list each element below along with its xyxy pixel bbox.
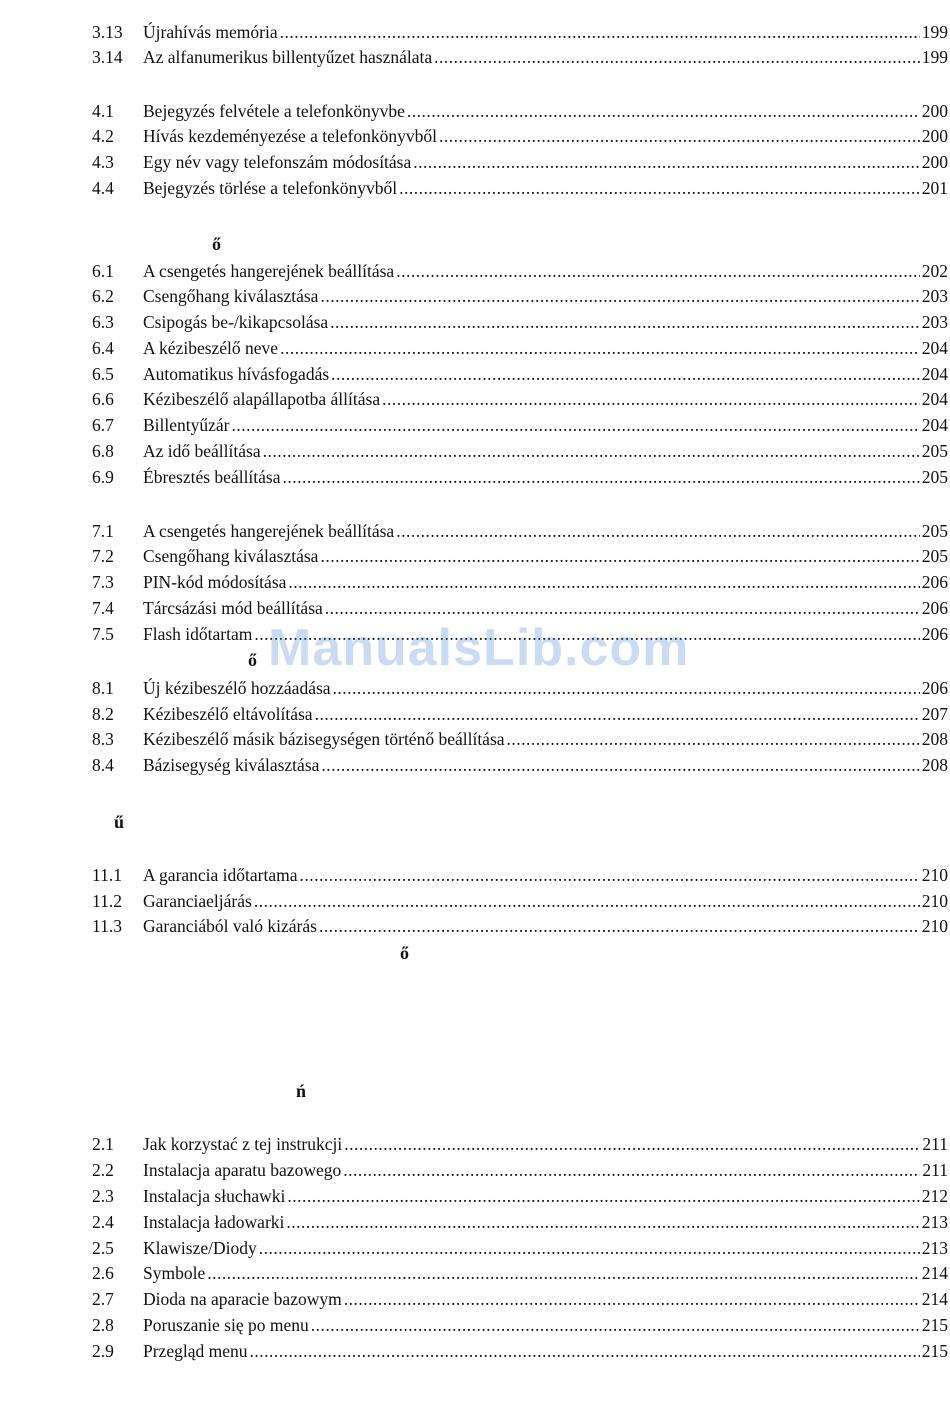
toc-entry[interactable] (92, 439, 948, 463)
toc-entry-page-number: 205 (921, 441, 948, 461)
section-heading-fragment: ő (212, 234, 221, 254)
toc-entry-number: 7.1 (92, 521, 114, 541)
toc-entry-page-number: 199 (921, 47, 948, 67)
toc-entry-title: Tárcsázási mód beállítása (143, 598, 323, 618)
toc-entry-number: 6.5 (92, 364, 114, 384)
toc-entry-number: 3.13 (92, 22, 123, 42)
toc-entry[interactable] (92, 570, 948, 594)
section-heading-fragment: ń (296, 1081, 307, 1101)
toc-entry[interactable] (92, 863, 948, 887)
dot-leader (333, 676, 920, 700)
toc-entry-page-number: 215 (921, 1341, 948, 1361)
toc-entry-number: 2.4 (92, 1212, 114, 1232)
dot-leader (407, 99, 920, 123)
toc-entry[interactable] (92, 889, 948, 913)
dot-leader (382, 387, 920, 411)
toc-entry-title: Az idő beállítása (143, 441, 261, 461)
toc-entry-title: A csengetés hangerejének beállítása (143, 261, 395, 281)
toc-entry-title: Hívás kezdeményezése a telefonkönyvből (143, 126, 437, 146)
toc-entry-page-number: 202 (921, 261, 948, 281)
toc-entry-title: Instalacja ładowarki (143, 1212, 285, 1232)
dot-leader (207, 1261, 920, 1285)
toc-entry-number: 7.5 (92, 624, 114, 644)
toc-entry-page-number: 205 (921, 546, 948, 566)
toc-entry-page-number: 204 (921, 415, 948, 435)
toc-entry-number: 2.9 (92, 1341, 114, 1361)
toc-entry-number: 7.2 (92, 546, 114, 566)
toc-entry[interactable] (92, 176, 948, 200)
toc-entry-number: 7.4 (92, 598, 114, 618)
toc-entry-title: Újrahívás memória (143, 22, 278, 42)
toc-entry[interactable] (92, 45, 948, 69)
dot-leader (319, 914, 920, 938)
toc-entry-page-number: 206 (921, 624, 948, 644)
dot-leader (344, 1287, 920, 1311)
dot-leader (283, 465, 920, 489)
toc-entry-title: A kézibeszélő neve (143, 338, 279, 358)
toc-entry-page-number: 206 (921, 572, 948, 592)
toc-entry-number: 3.14 (92, 47, 123, 67)
dot-leader (434, 45, 920, 69)
toc-entry[interactable] (92, 1236, 948, 1260)
dot-leader (311, 1313, 920, 1337)
toc-entry[interactable] (92, 124, 948, 148)
toc-entry-title: Csengőhang kiválasztása (143, 546, 319, 566)
dot-leader (331, 362, 920, 386)
dot-leader (343, 1158, 920, 1182)
dot-leader (287, 1184, 919, 1208)
toc-entry-page-number: 199 (921, 22, 948, 42)
toc-entry-title: Poruszanie się po menu (143, 1315, 309, 1335)
dot-leader (325, 596, 920, 620)
toc-entry-title: Przegląd menu (143, 1341, 248, 1361)
toc-entry-number: 11.2 (92, 891, 122, 911)
toc-entry[interactable] (92, 727, 948, 751)
toc-entry-title: Jak korzystać z tej instrukcji (143, 1134, 343, 1154)
dot-leader (280, 20, 920, 44)
toc-entry-number: 2.1 (92, 1134, 114, 1154)
toc-entry-page-number: 204 (921, 364, 948, 384)
dot-leader (439, 124, 920, 148)
toc-entry-number: 6.8 (92, 441, 114, 461)
dot-leader (396, 259, 920, 283)
dot-leader (320, 284, 919, 308)
dot-leader (399, 176, 920, 200)
toc-entry-title: Bázisegység kiválasztása (143, 755, 320, 775)
dot-leader (232, 413, 920, 437)
toc-entry-title: Új kézibeszélő hozzáadása (143, 678, 331, 698)
dot-leader (280, 336, 920, 360)
toc-entry[interactable] (92, 1313, 948, 1337)
dot-leader (344, 1132, 920, 1156)
toc-entry-page-number: 203 (921, 312, 948, 332)
dot-leader (259, 1236, 920, 1260)
dot-leader (254, 889, 920, 913)
toc-entry[interactable] (92, 259, 948, 283)
dot-leader (507, 727, 920, 751)
toc-entry-page-number: 206 (921, 598, 948, 618)
toc-entry[interactable] (92, 413, 948, 437)
toc-entry-title: Garanciából való kizárás (143, 916, 317, 936)
toc-entry-title: Bejegyzés felvétele a telefonkönyvbe (143, 101, 405, 121)
dot-leader (413, 150, 919, 174)
toc-entry-number: 6.3 (92, 312, 114, 332)
toc-entry-title: Dioda na aparacie bazowym (143, 1289, 342, 1309)
toc-entry-page-number: 206 (921, 678, 948, 698)
dot-leader (330, 310, 920, 334)
toc-entry[interactable] (92, 1132, 948, 1156)
toc-entry-page-number: 207 (921, 704, 948, 724)
dot-leader (288, 570, 919, 594)
toc-entry-page-number: 215 (921, 1315, 948, 1335)
toc-entry[interactable] (92, 465, 948, 489)
toc-entry[interactable] (92, 914, 948, 938)
toc-entry-page-number: 211 (922, 1134, 948, 1154)
toc-entry[interactable] (92, 676, 948, 700)
dot-leader (263, 439, 920, 463)
toc-entry-title: Csengőhang kiválasztása (143, 286, 319, 306)
toc-entry-page-number: 200 (921, 152, 948, 172)
toc-entry-page-number: 210 (921, 865, 948, 885)
toc-entry-number: 6.2 (92, 286, 114, 306)
toc-entry[interactable] (92, 310, 948, 334)
dot-leader (300, 863, 920, 887)
dot-leader (249, 1339, 919, 1363)
dot-leader (286, 1210, 919, 1234)
toc-entry-title: Ébresztés beállítása (143, 467, 281, 487)
section-heading-fragment: ő (400, 943, 409, 963)
toc-entry-page-number: 201 (921, 178, 948, 198)
toc-entry-number: 2.5 (92, 1238, 114, 1258)
toc-entry-number: 6.1 (92, 261, 114, 281)
toc-entry-page-number: 204 (921, 338, 948, 358)
toc-entry-page-number: 205 (921, 521, 948, 541)
toc-entry[interactable] (92, 20, 948, 44)
toc-entry[interactable] (92, 753, 948, 777)
toc-entry-number: 8.4 (92, 755, 114, 775)
toc-entry-number: 8.1 (92, 678, 114, 698)
toc-entry-number: 2.2 (92, 1160, 114, 1180)
toc-entry-title: Garanciaeljárás (143, 891, 252, 911)
toc-entry[interactable] (92, 362, 948, 386)
dot-leader (254, 622, 919, 646)
toc-entry-number: 2.7 (92, 1289, 114, 1309)
toc-entry-number: 4.1 (92, 101, 114, 121)
toc-entry[interactable] (92, 336, 948, 360)
toc-entry-page-number: 208 (921, 729, 948, 749)
toc-entry-page-number: 214 (921, 1289, 948, 1309)
toc-entry-number: 6.7 (92, 415, 114, 435)
toc-entry-title: A garancia időtartama (143, 865, 298, 885)
toc-entry-number: 6.6 (92, 389, 114, 409)
toc-entry-number: 8.3 (92, 729, 114, 749)
toc-entry-page-number: 210 (921, 891, 948, 911)
toc-entry-page-number: 210 (921, 916, 948, 936)
toc-entry-number: 4.3 (92, 152, 114, 172)
toc-entry-title: Kézibeszélő alapállapotba állítása (143, 389, 381, 409)
manualslib-watermark: ManualsLib.com (268, 619, 690, 677)
section-heading-fragment: ő (248, 650, 257, 670)
toc-entry-number: 4.4 (92, 178, 114, 198)
toc-entry[interactable] (92, 1210, 948, 1234)
toc-entry-page-number: 204 (921, 389, 948, 409)
toc-entry[interactable] (92, 544, 948, 568)
dot-leader (315, 702, 920, 726)
toc-entry-title: Klawisze/Diody (143, 1238, 257, 1258)
toc-entry-title: Automatikus hívásfogadás (143, 364, 330, 384)
toc-entry-page-number: 200 (921, 101, 948, 121)
toc-entry[interactable] (92, 702, 948, 726)
toc-entry-page-number: 203 (921, 286, 948, 306)
toc-entry-title: Kézibeszélő másik bázisegységen történő beállítása (143, 729, 505, 749)
toc-entry[interactable] (92, 519, 948, 543)
toc-entry[interactable] (92, 387, 948, 411)
toc-entry-page-number: 214 (921, 1263, 948, 1283)
toc-entry-page-number: 200 (921, 126, 948, 146)
toc-entry-title: Flash időtartam (143, 624, 253, 644)
toc-entry-number: 4.2 (92, 126, 114, 146)
toc-entry-title: Symbole (143, 1263, 206, 1283)
toc-entry-number: 11.3 (92, 916, 122, 936)
toc-entry-page-number: 205 (921, 467, 948, 487)
toc-entry-title: Instalacja słuchawki (143, 1186, 286, 1206)
toc-entry[interactable] (92, 622, 948, 646)
toc-entry[interactable] (92, 1339, 948, 1363)
toc-entry-number: 8.2 (92, 704, 114, 724)
toc-entry-title: A csengetés hangerejének beállítása (143, 521, 395, 541)
toc-entry[interactable] (92, 1158, 948, 1182)
dot-leader (321, 753, 919, 777)
toc-entry[interactable] (92, 1184, 948, 1208)
toc-entry-title: Kézibeszélő eltávolítása (143, 704, 313, 724)
toc-entry-title: Csipogás be-/kikapcsolása (143, 312, 329, 332)
toc-entry[interactable] (92, 1261, 948, 1285)
toc-entry-number: 7.3 (92, 572, 114, 592)
toc-entry-title: Az alfanumerikus billentyűzet használata (143, 47, 433, 67)
toc-entry-page-number: 212 (921, 1186, 948, 1206)
toc-entry-number: 2.3 (92, 1186, 114, 1206)
toc-entry-number: 6.4 (92, 338, 114, 358)
section-heading-fragment: ű (114, 812, 125, 832)
toc-entry-number: 11.1 (92, 865, 122, 885)
toc-entry-number: 6.9 (92, 467, 114, 487)
toc-entry-page-number: 208 (921, 755, 948, 775)
dot-leader (320, 544, 919, 568)
toc-entry-number: 2.6 (92, 1263, 114, 1283)
toc-entry[interactable] (92, 284, 948, 308)
toc-entry-title: Egy név vagy telefonszám módosítása (143, 152, 412, 172)
toc-entry[interactable] (92, 150, 948, 174)
toc-entry-title: Bejegyzés törlése a telefonkönyvből (143, 178, 398, 198)
toc-entry-title: Instalacja aparatu bazowego (143, 1160, 342, 1180)
toc-entry-page-number: 213 (921, 1238, 948, 1258)
toc-entry[interactable] (92, 596, 948, 620)
toc-entry-page-number: 213 (921, 1212, 948, 1232)
toc-entry-title: Billentyűzár (143, 415, 230, 435)
dot-leader (396, 519, 920, 543)
toc-entry[interactable] (92, 1287, 948, 1311)
toc-entry-page-number: 211 (922, 1160, 948, 1180)
toc-entry-number: 2.8 (92, 1315, 114, 1335)
toc-entry-title: PIN-kód módosítása (143, 572, 287, 592)
toc-entry[interactable] (92, 99, 948, 123)
